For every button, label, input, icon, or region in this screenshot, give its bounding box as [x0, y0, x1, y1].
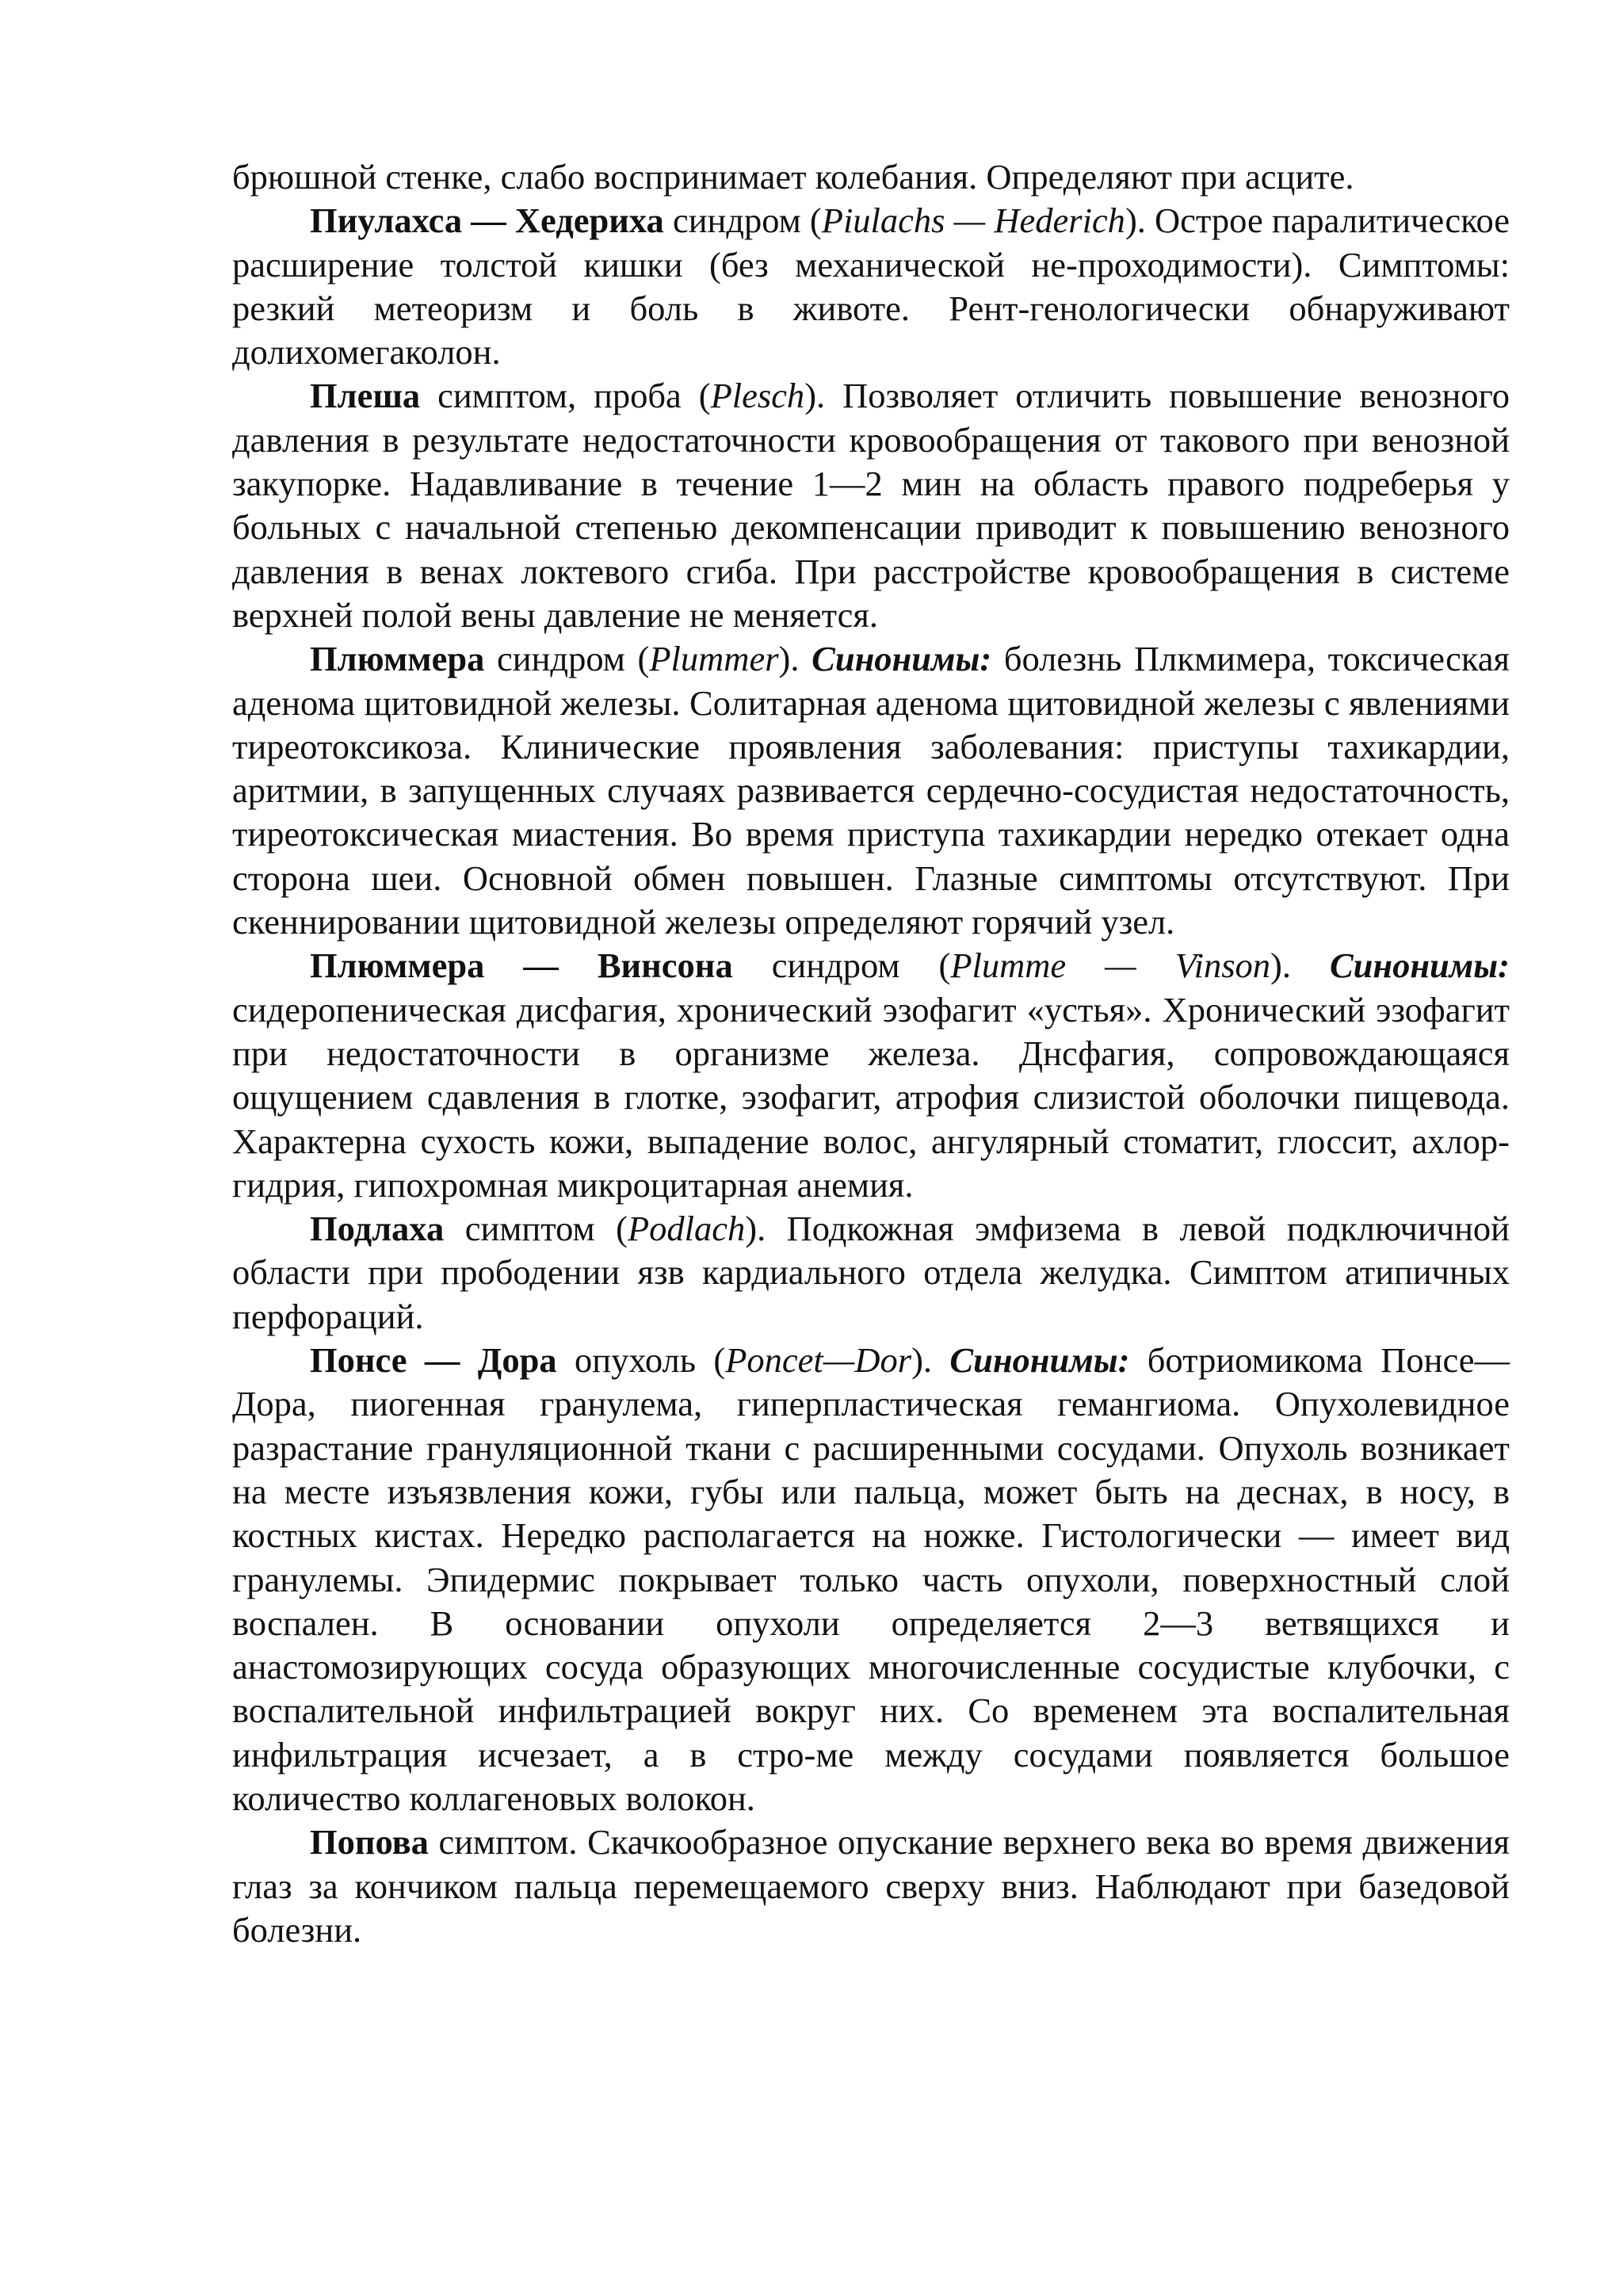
paragraph-continuation	[232, 155, 1510, 199]
entry-term: Плеша	[310, 376, 421, 416]
entry-punctuation: ).	[778, 639, 812, 679]
entry-term: Пиулахса — Хедериха	[310, 201, 664, 241]
entry-latin-name: Plummer	[649, 639, 779, 679]
synonyms-label: Синонимы:	[949, 1340, 1130, 1381]
entry-plesch	[232, 374, 1510, 637]
entry-punctuation: ).	[745, 1209, 787, 1249]
entry-term: Плюммера — Винсона	[310, 946, 733, 986]
synonyms-label: Синонимы:	[812, 639, 992, 679]
entry-latin-name: Plesch	[710, 376, 805, 416]
entry-kind: синдром (	[732, 946, 951, 986]
entry-term: Попова	[310, 1822, 429, 1862]
entry-kind: синдром (	[484, 639, 650, 679]
entry-podlach	[232, 1207, 1510, 1339]
entry-kind: симптом.	[428, 1822, 588, 1862]
entry-body: Позволяет отличить повышение венозного давления в результате недостаточности кровообращения от такового при венозной закупорке. Надавливание в течение 1—2 мин на область правого подреберья у больных с начальной степенью декомпенсации приводит к повышению венозного давления в венах локтевого сгиба. При расстройстве кровообращения в системе верхней полой вены давление не меняется.	[232, 376, 1510, 635]
entry-plummer-vinson	[232, 944, 1510, 1207]
entry-latin-name: Plumme — Vinson	[950, 946, 1271, 986]
entry-kind: симптом (	[444, 1209, 628, 1249]
entry-punctuation: ).	[1270, 946, 1330, 986]
entry-punctuation: ).	[911, 1340, 950, 1381]
entry-body: Скачкообразное опускание верхнего века во время движения глаз за кончиком пальца перемещаемого сверху вниз. Наблюдают при базедовой болезни.	[232, 1822, 1510, 1950]
paragraph-text: брюшной стенке, слабо воспринимает колебания. Определяют при асците.	[232, 157, 1354, 197]
entry-kind: опухоль (	[556, 1340, 726, 1381]
entry-piulachs-hederich	[232, 199, 1510, 374]
entry-latin-name: Podlach	[627, 1209, 746, 1249]
entry-body: сидеропеническая дисфагия, хронический эзофагит «устья». Хронический эзофагит при недостаточности в организме железа. Днсфагия, сопровождающаяся ощущением сдавления в глотке, эзофагит, атрофия слизистой оболочки пищевода. Характерна сухость кожи, выпадение волос, ангулярный стоматит, глоссит, ахлор-гидрия, гипохромная микроцитарная анемия.	[232, 989, 1510, 1205]
entry-latin-name: Poncet—Dor	[725, 1340, 912, 1381]
synonyms-label: Синонимы:	[1329, 946, 1510, 986]
entry-kind: синдром (	[663, 201, 822, 241]
entry-body: болезнь Плкмимера, токсическая аденома щитовидной железы. Солитарная аденома щитовидной железы с явлениями тиреотоксикоза. Клинические проявления заболевания: приступы тахикардии, аритмии, в запущенных случаях развивается сердечно-сосудистая недостаточность, тиреотоксическая миастения. Во время приступа тахикардии нередко отекает одна сторона шеи. Основной обмен повышен. Глазные симптомы отсутствуют. При скеннировании щитовидной железы определяют горячий узел.	[232, 639, 1510, 942]
document-page	[232, 155, 1510, 1952]
entry-punctuation: ).	[804, 376, 843, 416]
entry-body: Подкожная эмфизема в левой подключичной области при прободении язв кардиального отдела желудка. Симптом атипичных перфораций.	[232, 1209, 1510, 1336]
entry-latin-name: Piulachs — Hederich	[821, 201, 1125, 241]
entry-term: Подлаха	[310, 1209, 445, 1249]
entry-poncet-dor	[232, 1339, 1510, 1820]
entry-term: Плюммера	[310, 639, 485, 679]
entry-kind: симптом, проба (	[420, 376, 711, 416]
entry-plummer	[232, 637, 1510, 944]
entry-term: Понсе — Дора	[310, 1340, 557, 1381]
entry-body: Острое паралитическое расширение толстой кишки (без механической не-проходимости). Симптомы: резкий метеоризм и боль в животе. Рент-генологически обнаруживают долихомегаколон.	[232, 201, 1510, 372]
entry-punctuation: ).	[1125, 201, 1155, 241]
entry-popov	[232, 1820, 1510, 1952]
entry-body: ботриомикома Понсе—Дора, пиогенная гранулема, гиперпластическая гемангиома. Опухолевидное разрастание грануляционной ткани с расширенными сосудами. Опухоль возникает на месте изъязвления кожи, губы или пальца, может быть на деснах, в носу, в костных кистах. Нередко располагается на ножке. Гистологически — имеет вид гранулемы. Эпидермис покрывает только часть опухоли, поверхностный слой воспален. В основании опухоли определяется 2—3 ветвящихся и анастомозирующих сосуда образующих многочисленные сосудистые клубочки, с воспалительной инфильтрацией вокруг них. Со временем эта воспалительная инфильтрация исчезает, а в стро-ме между сосудами появляется большое количество коллагеновых волокон.	[232, 1340, 1510, 1818]
